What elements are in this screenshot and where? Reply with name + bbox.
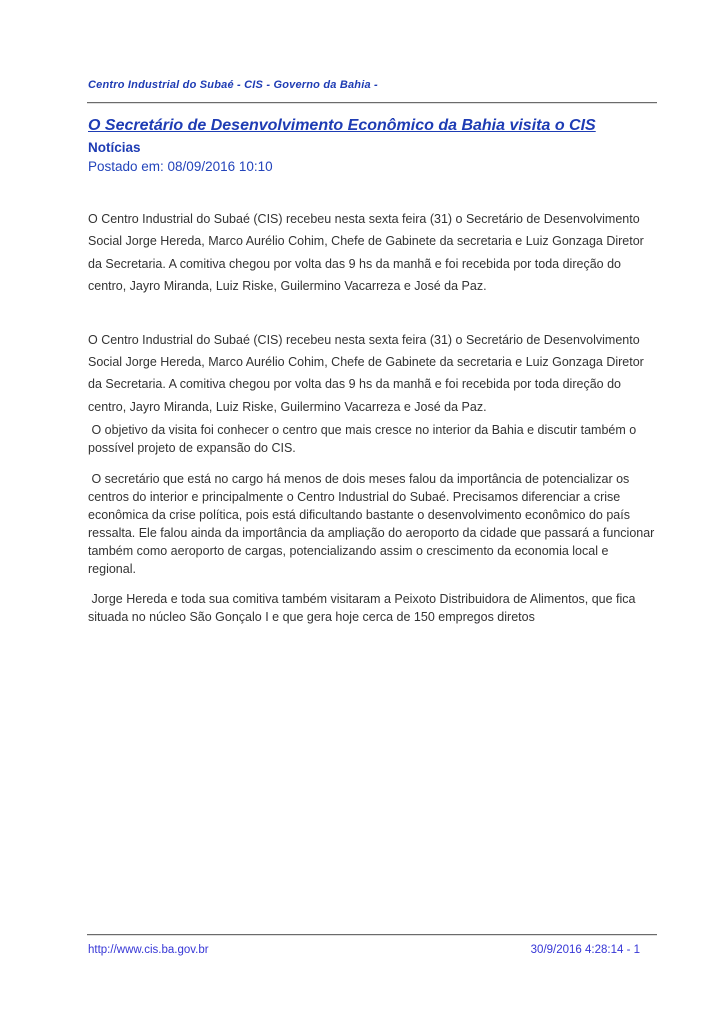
site-title: Centro Industrial do Subaé - CIS - Governo da Bahia - [88,79,378,91]
article-title-link[interactable]: O Secretário de Desenvolvimento Econômico da Bahia visita o CIS [88,117,596,134]
article-category: Notícias [88,140,141,155]
site-header [88,79,378,91]
source-url-link[interactable]: http://www.cis.ba.gov.br [88,944,209,956]
article-posted-date: Postado em: 08/09/2016 10:10 [88,159,273,174]
article-paragraph: O secretário que está no cargo há menos de dois meses falou da importância de potencializar os centros do interior e principalmente o Centro Industrial do Subaé. Precisamos diferenciar a crise econômica da crise política, pois está dificultando bastante o desenvolvimento econômico do país ressalta. Ele falou ainda da importância da ampliação do aeroporto da cidade que passará a funcionar também como aeroporto de cargas, potencializando assim o crescimento da economia local e regional. [88,472,658,577]
footer-divider [87,934,657,936]
article-paragraph: Jorge Hereda e toda sua comitiva também visitaram a Peixoto Distribuidora de Alimentos, que fica situada no núcleo São Gonçalo I e que gera hoje cerca de 150 empregos diretos [88,592,639,625]
article-paragraph: O objetivo da visita foi conhecer o centro que mais cresce no interior da Bahia e discutir também o possível projeto de expansão do CIS. [88,423,640,456]
print-timestamp: 30/9/2016 4:28:14 - 1 [530,944,640,956]
article [88,116,658,626]
article-title [88,116,658,135]
article-paragraph: O Centro Industrial do Subaé (CIS) recebeu nesta sexta feira (31) o Secretário de Desenvolvimento Social Jorge Hereda, Marco Aurélio Cohim, Chefe de Gabinete da secretaria e Luiz Gonzaga Diretor da Secretaria. A comitiva chegou por volta das 9 hs da manhã e foi recebida por toda direção do centro, Jayro Miranda, Luiz Riske, Guilermino Vacarreza e José da Paz. [88,332,648,414]
article-paragraph: O Centro Industrial do Subaé (CIS) recebeu nesta sexta feira (31) o Secretário de Desenvolvimento Social Jorge Hereda, Marco Aurélio Cohim, Chefe de Gabinete da secretaria e Luiz Gonzaga Diretor da Secretaria. A comitiva chegou por volta das 9 hs da manhã e foi recebida por toda direção do centro, Jayro Miranda, Luiz Riske, Guilermino Vacarreza e José da Paz. [88,212,648,294]
print-footer [88,944,640,956]
header-divider [87,102,657,104]
